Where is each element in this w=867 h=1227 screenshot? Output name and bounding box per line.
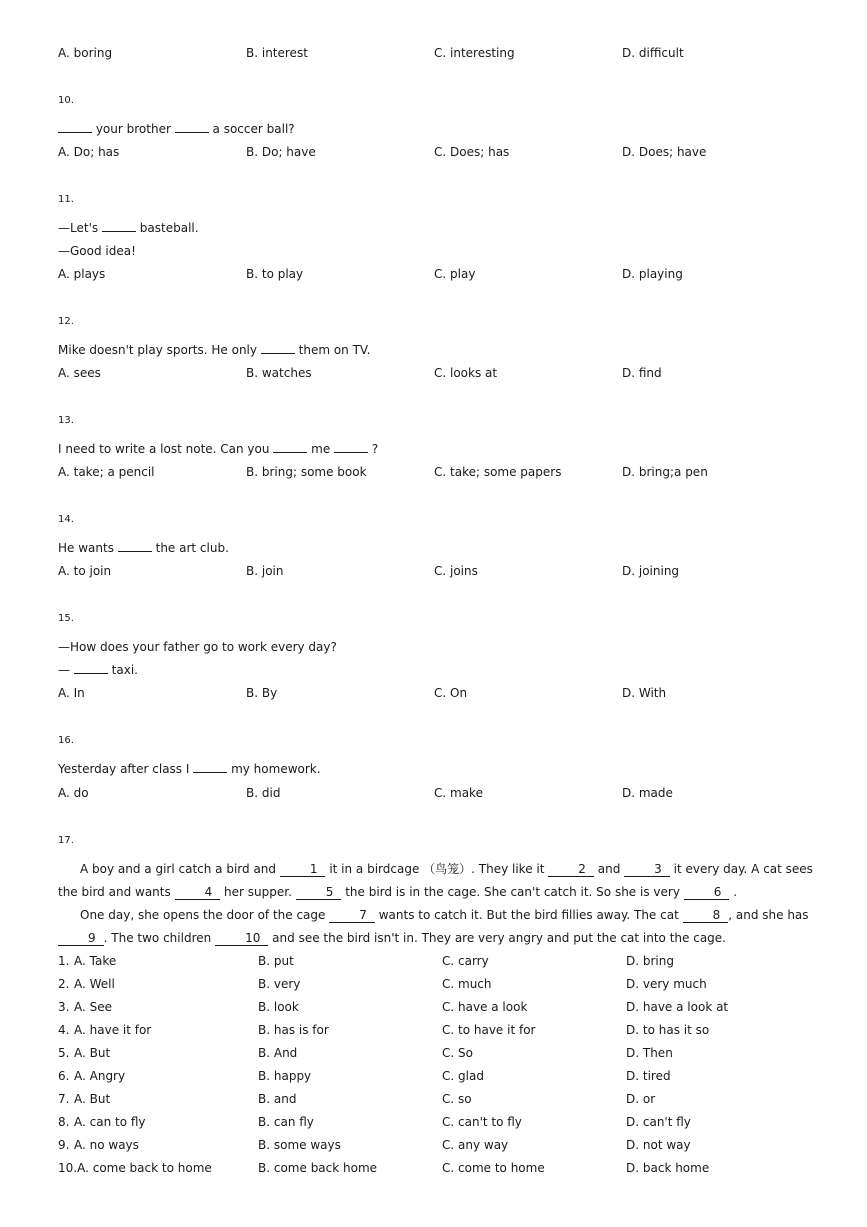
q13-option-a: A. take; a pencil [58,465,155,479]
q13-stem-part: I need to write a lost note. Can you [58,442,270,456]
q14-option-a: A. to join [58,564,112,578]
passage-text: and [597,862,621,876]
q17-choice-row [58,1045,818,1061]
q10-stem-part: a soccer ball? [212,122,295,136]
passage-text: her supper. [224,885,292,899]
q11-options [58,266,818,282]
q15-option-a: A. In [58,686,85,700]
choice-option-a: 6. A. Angry [58,1069,126,1083]
answer-blank [273,441,307,453]
numbered-blank: 4 [175,886,221,900]
q15-line1: —How does your father go to work every day? [58,640,337,654]
q9-option-b: B. interest [246,46,308,60]
q16-option-a: A. do [58,786,89,800]
q16-number: 16. [58,735,74,746]
choice-option-d: D. can't fly [626,1115,691,1129]
q14-option-d: D. joining [622,564,680,578]
answer-blank [193,761,227,773]
q14-option-c: C. joins [434,564,478,578]
numbered-blank: 9 [58,932,104,946]
passage-text: One day, she opens the door of the cage [80,908,326,922]
choice-option-a: 8. A. can to fly [58,1115,146,1129]
choice-option-d: D. have a look at [626,1000,729,1014]
answer-blank [175,121,209,133]
choice-option-b: B. And [258,1046,298,1060]
passage-text: . The two children [103,931,212,945]
q12-number: 12. [58,316,74,327]
choice-number: 6. [58,1069,70,1083]
choice-option-d: D. very much [626,977,707,991]
numbered-blank: 7 [329,909,375,923]
numbered-blank: 5 [296,886,342,900]
q9-options [58,45,818,61]
q17-paragraph-2 [58,904,813,950]
choice-option-a: 9. A. no ways [58,1138,139,1152]
choice-option-c: C. any way [442,1138,509,1152]
choice-number: 10. [58,1161,78,1175]
choice-number: 3. [58,1000,70,1014]
q11-stem-part: —Let's [58,221,99,235]
q15-option-d: D. With [622,686,667,700]
q13-stem-part: ? [371,442,379,456]
q15-stem-part: — [58,663,70,677]
q12-stem [58,342,370,358]
answer-blank [261,342,295,354]
choice-number: 8. [58,1115,70,1129]
choice-number: 1. [58,954,70,968]
q13-option-c: C. take; some papers [434,465,562,479]
choice-option-d: D. or [626,1092,656,1106]
q17-choice-row [58,976,818,992]
q13-option-d: D. bring;a pen [622,465,708,479]
q15-option-b: B. By [246,686,278,700]
passage-text: the bird is in the cage. She can't catch it. So she is very [345,885,680,899]
numbered-blank: 1 [280,863,326,877]
q14-stem-part: He wants [58,541,114,555]
q17-choice-row [58,1091,818,1107]
choice-option-d: D. back home [626,1161,710,1175]
q16-option-d: D. made [622,786,673,800]
choice-option-d: D. Then [626,1046,673,1060]
q17-number: 17. [58,835,74,846]
q11-option-b: B. to play [246,267,304,281]
q13-stem [58,441,378,457]
q10-stem-part: your brother [95,122,171,136]
numbered-blank: 3 [624,863,670,877]
q12-stem-part: them on TV. [298,343,371,357]
passage-text: it every day. A cat sees the bird and wants [58,862,813,899]
answer-blank [334,441,368,453]
q17-choice-row [58,953,818,969]
q16-option-b: B. did [246,786,281,800]
q17-choice-row [58,1137,818,1153]
q17-choice-row [58,999,818,1015]
choice-option-b: B. very [258,977,301,991]
q9-option-d: D. difficult [622,46,684,60]
choice-number: 2. [58,977,70,991]
q16-stem-part: Yesterday after class I [58,762,190,776]
answer-blank [118,540,152,552]
choice-option-c: C. carry [442,954,489,968]
q12-option-d: D. find [622,366,662,380]
choice-option-c: C. can't to fly [442,1115,522,1129]
choice-option-a: 5. A. But [58,1046,111,1060]
choice-option-d: D. tired [626,1069,671,1083]
q12-option-c: C. looks at [434,366,498,380]
passage-text: wants to catch it. But the bird fillies away. The cat [378,908,679,922]
choice-option-b: B. look [258,1000,299,1014]
q14-options [58,563,818,579]
numbered-blank: 8 [683,909,729,923]
q14-stem [58,540,229,556]
q17-choice-row [58,1114,818,1130]
q10-options [58,144,818,160]
choice-option-a: 10.A. come back to home [58,1161,212,1175]
q13-option-b: B. bring; some book [246,465,367,479]
q12-option-a: A. sees [58,366,101,380]
q9-option-a: A. boring [58,46,113,60]
q16-option-c: C. make [434,786,483,800]
q15-line2 [58,662,138,678]
q11-line2: —Good idea! [58,244,136,258]
choice-option-b: B. and [258,1092,297,1106]
choice-option-c: C. come to home [442,1161,545,1175]
q11-line1 [58,220,199,236]
choice-option-c: C. much [442,977,492,991]
q11-option-d: D. playing [622,267,683,281]
q17-choice-row [58,1160,818,1176]
choice-number: 4. [58,1023,70,1037]
q14-stem-part: the art club. [155,541,229,555]
choice-option-a: 7. A. But [58,1092,111,1106]
q9-option-c: C. interesting [434,46,515,60]
q15-option-c: C. On [434,686,468,700]
choice-option-d: D. bring [626,954,674,968]
choice-number: 9. [58,1138,70,1152]
answer-blank [74,662,108,674]
q17-choice-row [58,1068,818,1084]
choice-number: 5. [58,1046,70,1060]
numbered-blank: 6 [684,886,730,900]
q12-options [58,365,818,381]
choice-option-a: 1. A. Take [58,954,117,968]
choice-option-a: 2. A. Well [58,977,115,991]
q10-number: 10. [58,95,74,106]
q15-stem-part: taxi. [111,663,138,677]
choice-option-c: C. glad [442,1069,484,1083]
answer-blank [102,220,136,232]
choice-option-c: C. so [442,1092,472,1106]
q11-number: 11. [58,194,74,205]
q12-stem-part: Mike doesn't play sports. He only [58,343,257,357]
q16-stem-part: my homework. [231,762,321,776]
q10-stem [58,121,295,137]
q13-stem-part: me [311,442,331,456]
choice-option-c: C. to have it for [442,1023,536,1037]
numbered-blank: 2 [548,863,594,877]
choice-option-d: D. not way [626,1138,691,1152]
q11-option-c: C. play [434,267,476,281]
choice-option-c: C. have a look [442,1000,528,1014]
passage-text: . [733,885,738,899]
q13-number: 13. [58,415,74,426]
choice-option-a: 4. A. have it for [58,1023,152,1037]
q15-options [58,685,818,701]
choice-option-b: B. has is for [258,1023,329,1037]
q10-option-a: A. Do; has [58,145,120,159]
passage-text: , and she has [728,908,809,922]
q17-choice-row [58,1022,818,1038]
q14-option-b: B. join [246,564,284,578]
answer-blank [58,121,92,133]
q10-option-d: D. Does; have [622,145,707,159]
q13-options [58,464,818,480]
choice-option-c: C. So [442,1046,473,1060]
q11-stem-part: basteball. [139,221,199,235]
choice-option-b: B. put [258,954,294,968]
q14-number: 14. [58,514,74,525]
passage-text: A boy and a girl catch a bird and [80,862,277,876]
q10-option-b: B. Do; have [246,145,316,159]
choice-option-b: B. come back home [258,1161,378,1175]
q11-option-a: A. plays [58,267,106,281]
passage-text: it in a birdcage （鸟笼）. They like it [329,862,545,876]
q10-option-c: C. Does; has [434,145,510,159]
q15-number: 15. [58,613,74,624]
choice-option-b: B. can fly [258,1115,314,1129]
choice-option-b: B. some ways [258,1138,341,1152]
choice-option-a: 3. A. See [58,1000,113,1014]
q17-paragraph-1 [58,858,813,904]
q12-option-b: B. watches [246,366,312,380]
numbered-blank: 10 [215,932,268,946]
choice-option-b: B. happy [258,1069,312,1083]
choice-number: 7. [58,1092,70,1106]
q16-options [58,785,818,801]
passage-text: and see the bird isn't in. They are very angry and put the cat into the cage. [272,931,726,945]
q16-stem [58,761,321,777]
choice-option-d: D. to has it so [626,1023,710,1037]
